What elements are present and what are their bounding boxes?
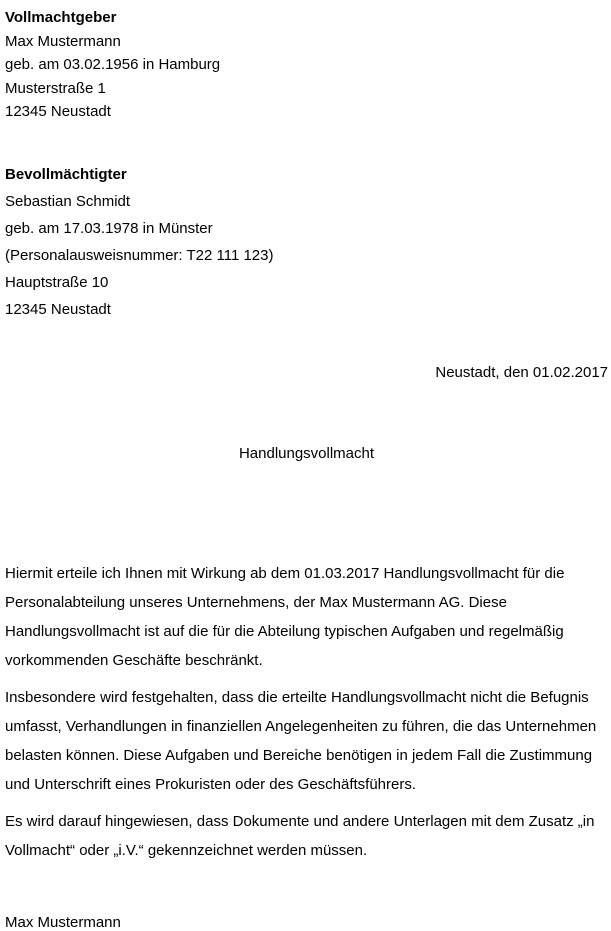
- grantor-name: Max Mustermann: [5, 32, 121, 50]
- date-line: Neustadt, den 01.02.2017: [435, 363, 608, 381]
- attorney-city: 12345 Neustadt: [5, 300, 111, 318]
- document-title: Handlungsvollmacht: [238, 444, 375, 462]
- attorney-birth-info: geb. am 17.03.1978 in Münster: [5, 219, 213, 237]
- grantor-street: Musterstraße 1: [5, 79, 106, 97]
- body-paragraph-1: Hiermit erteile ich Ihnen mit Wirkung ab dem 01.03.2017 Handlungsvollmacht für die Personalabteilung unseres Unternehmens, der Max Mustermann AG. Diese Handlungsvollmacht ist auf die für die Abteilung typischen Aufgaben und regelmäßig vorkommenden Geschäfte beschränkt.: [5, 564, 565, 669]
- grantor-block: [5, 6, 608, 124]
- grantor-heading: Vollmachtgeber: [5, 9, 117, 26]
- body-paragraph-3: Es wird darauf hingewiesen, dass Dokumente und andere Unterlagen mit dem Zusatz „in Vollmacht“ oder „i.V.“ gekennzeichnet werden müssen.: [5, 812, 595, 859]
- attorney-heading: Bevollmächtigter: [5, 165, 127, 183]
- grantor-birth-info: geb. am 03.02.1956 in Hamburg: [5, 56, 221, 73]
- attorney-id-number: (Personalausweisnummer: T22 111 123): [5, 246, 274, 264]
- body-paragraph-2: Insbesondere wird festgehalten, dass die erteilte Handlungsvollmacht nicht die Befugnis umfasst, Verhandlungen in finanziellen Angelegenheiten zu führen, die das Unternehmen belasten können. Diese Aufgaben und Bereiche benötigen in jedem Fall die Zustimmung und Unterschrift eines Prokuristen oder des Geschäftsführers.: [5, 688, 597, 793]
- attorney-street: Hauptstraße 10: [5, 273, 109, 291]
- attorney-name: Sebastian Schmidt: [5, 192, 131, 210]
- signature-name: Max Mustermann: [5, 913, 121, 931]
- attorney-block: [5, 161, 608, 323]
- grantor-city: 12345 Neustadt: [5, 103, 111, 120]
